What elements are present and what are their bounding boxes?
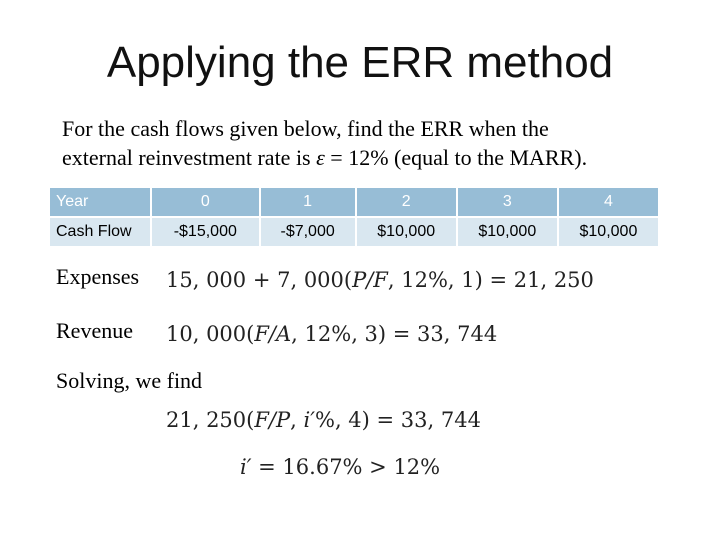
eq-text: 21, 250( [166, 408, 255, 432]
header-cell: 0 [151, 187, 260, 217]
table-cell: $10,000 [558, 217, 659, 247]
table-cell: $10,000 [356, 217, 457, 247]
eq-variable: i′ [240, 455, 252, 479]
header-cell: 3 [457, 187, 558, 217]
table-row [49, 217, 659, 247]
cash-flow-table [48, 186, 660, 248]
row-label-cash-flow: Cash Flow [49, 217, 151, 247]
eq-text: %, 4) = 33, 744 [314, 408, 481, 432]
table-cell: -$15,000 [151, 217, 260, 247]
eq-factor: F/A [254, 322, 292, 346]
problem-statement [62, 114, 682, 172]
eq-text: = 16.67% > 12% [251, 455, 441, 479]
table-header-row [49, 187, 659, 217]
header-cell-year: Year [49, 187, 151, 217]
table-cell: $10,000 [457, 217, 558, 247]
eq-factor: F/P [254, 408, 291, 432]
eq-text: , [290, 408, 304, 432]
problem-line-2 [62, 143, 682, 172]
eq-factor: P/F [352, 268, 388, 292]
epsilon-symbol: ε [316, 145, 325, 170]
header-cell: 1 [260, 187, 356, 217]
problem-line-1: For the cash flows given below, find the ERR when the [62, 116, 549, 141]
revenue-label: Revenue [56, 318, 133, 343]
eq-text: , 12%, 1) = 21, 250 [387, 268, 594, 292]
table-cell: -$7,000 [260, 217, 356, 247]
solve-equation-1 [166, 408, 481, 432]
solve-equation-2 [240, 455, 440, 479]
header-cell: 2 [356, 187, 457, 217]
expenses-equation [166, 268, 594, 292]
eq-text: 15, 000 + 7, 000( [166, 268, 353, 292]
eq-text: , 12%, 3) = 33, 744 [291, 322, 498, 346]
eq-variable: i′ [303, 408, 315, 432]
revenue-equation [166, 322, 497, 346]
solving-label: Solving, we find [56, 368, 203, 393]
problem-line-2-start: external reinvestment rate is [62, 145, 317, 170]
header-cell: 4 [558, 187, 659, 217]
problem-line-2-end: = 12% (equal to the MARR). [324, 145, 588, 170]
eq-text: 10, 000( [166, 322, 255, 346]
expenses-label: Expenses [56, 264, 140, 289]
slide-title: Applying the ERR method [106, 38, 614, 87]
